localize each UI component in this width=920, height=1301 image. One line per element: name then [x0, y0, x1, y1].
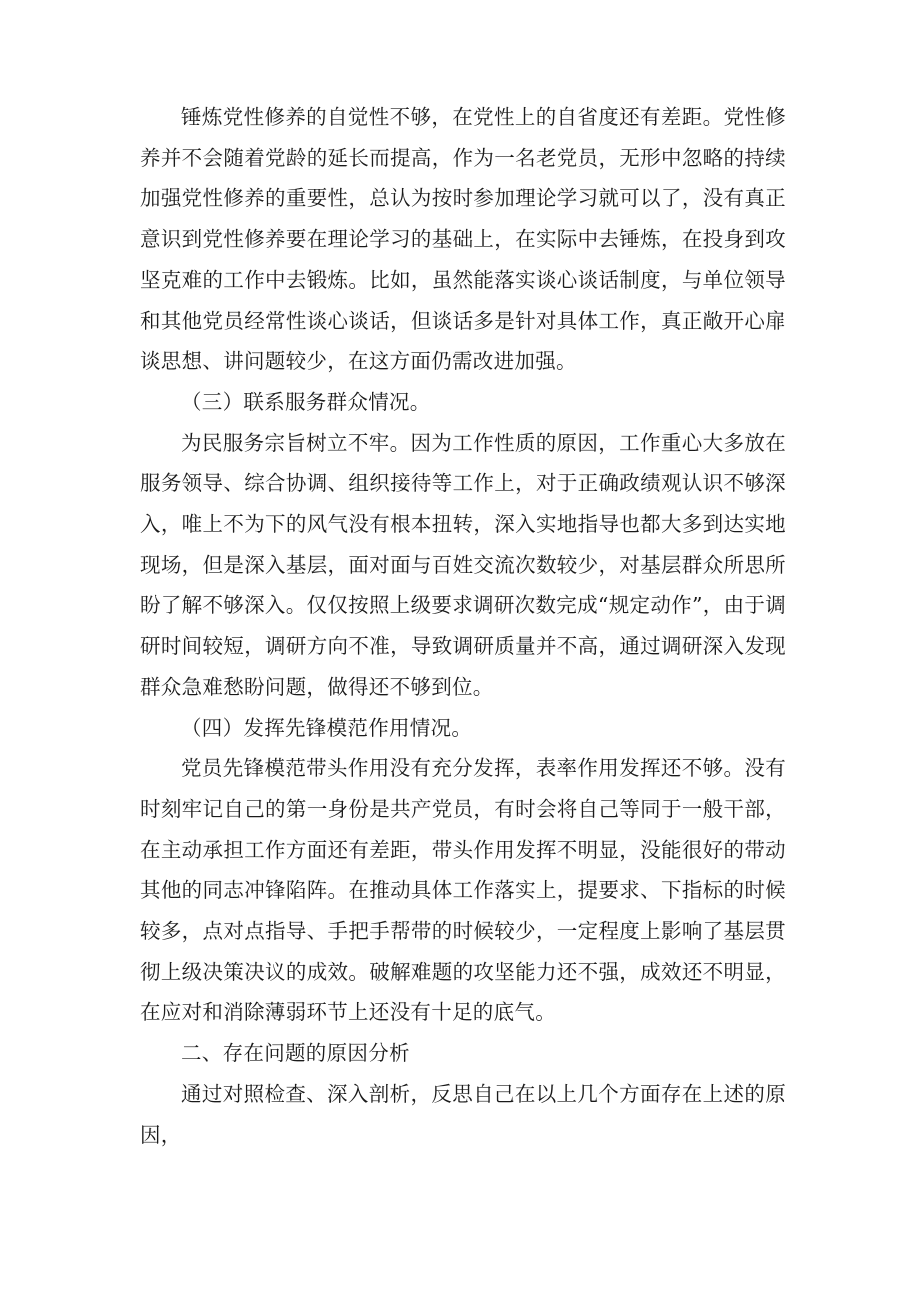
paragraph-serving-masses: 为民服务宗旨树立不牢。因为工作性质的原因，工作重心大多放在服务领导、综合协调、组织接待等工作上，对于正确政绩观认识不够深入，唯上不为下的风气没有根本扭转，深入实地指导也都大多到达实地现场，但是深入基层，面对面与百姓交流次数较少，对基层群众所思所盼了解不够深入。仅仅按照上级要求调研次数完成“规定动作”，由于调研时间较短，调研方向不准，导致调研质量并不高，通过调研深入发现群众急难愁盼问题，做得还不够到位。	[140, 430, 786, 699]
section-heading-serving-masses: （三）联系服务群众情况。	[181, 389, 431, 414]
section-heading-cause-analysis: 二、存在问题的原因分析	[181, 1041, 410, 1066]
document-body	[140, 97, 786, 1147]
paragraph-party-spirit-cultivation: 锤炼党性修养的自觉性不够，在党性上的自省度还有差距。党性修养并不会随着党龄的延长而提高，作为一名老党员，无形中忽略的持续加强党性修养的重要性，总认为按时参加理论学习就可以了，没有真正意识到党性修养要在理论学习的基础上，在实际中去锤炼，在投身到攻坚克难的工作中去锻炼。比如，虽然能落实谈心谈话制度，与单位领导和其他党员经常性谈心谈话，但谈话多是针对具体工作，真正敞开心扉谈思想、讲问题较少，在这方面仍需改进加强。	[140, 105, 786, 374]
paragraph-vanguard-role: 党员先锋模范带头作用没有充分发挥，表率作用发挥还不够。没有时刻牢记自己的第一身份是共产党员，有时会将自己等同于一般干部，在主动承担工作方面还有差距，带头作用发挥不明显，没能很好的带动其他的同志冲锋陷阵。在推动具体工作落实上，提要求、下指标的时候较多，点对点指导、手把手帮带的时候较少，一定程度上影响了基层贯彻上级决策决议的成效。破解难题的攻坚能力还不强，成效还不明显，在应对和消除薄弱环节上还没有十足的底气。	[140, 756, 786, 1025]
section-heading-vanguard-role: （四）发挥先锋模范作用情况。	[181, 715, 473, 740]
paragraph-cause-analysis-start: 通过对照检查、深入剖析，反思自己在以上几个方面存在上述的原因，	[140, 1081, 786, 1147]
